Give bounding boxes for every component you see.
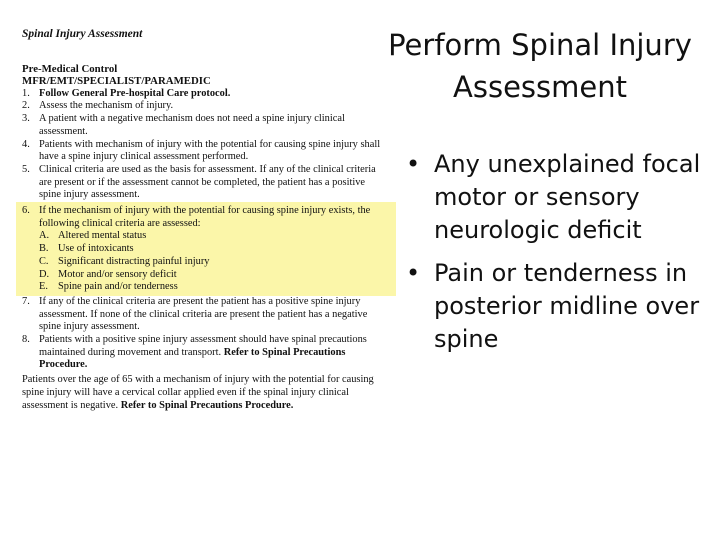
criteria-letter: E. [39, 281, 48, 293]
criteria-item [22, 269, 388, 282]
item-number: 2. [22, 100, 30, 112]
protocol-item [22, 139, 388, 164]
criteria-item [22, 243, 388, 256]
protocol-title: Spinal Injury Assessment [22, 28, 143, 40]
procedure-reference: Refer to Spinal Precautions Procedure. [39, 346, 346, 371]
criteria-item [22, 230, 388, 243]
criteria-text: Spine pain and/or tenderness [58, 281, 178, 293]
section-heading-pre-medical-control: Pre-Medical Control [22, 62, 118, 75]
bullet-dot-icon: • [406, 259, 421, 287]
item-text: If any of the clinical criteria are present the patient has a positive spine injury assessment. If none of the clinical criteria are present the patient has a negative spine injury assessment. [39, 295, 368, 333]
item-number: 5. [22, 163, 30, 175]
protocol-item [22, 88, 388, 101]
bullet-item [404, 148, 718, 247]
item-text [39, 334, 388, 372]
item-text: Clinical criteria are used as the basis for assessment. If any of the clinical criteria are present or if the assessment cannot be completed, the patient has a positive spine injury assessment. [39, 163, 376, 201]
criteria-letter: C. [39, 255, 49, 267]
item-text: Follow General Pre-hospital Care protocol. [39, 87, 231, 99]
protocol-item [22, 334, 388, 372]
bullet-text: Pain or tenderness in posterior midline over spine [434, 259, 700, 353]
item-text: Patients with mechanism of injury with the potential for causing spine injury shall have a spine injury clinical assessment performed. [39, 138, 381, 163]
criteria-text: Use of intoxicants [58, 243, 134, 255]
slide-title: Perform Spinal Injury Assessment [388, 28, 692, 104]
item-number: 3. [22, 113, 30, 125]
criteria-text: Altered mental status [58, 230, 147, 242]
bullet-list [404, 148, 718, 366]
protocol-item [22, 296, 388, 334]
bullet-item [404, 257, 718, 356]
criteria-letter: B. [39, 243, 49, 255]
protocol-item [22, 205, 388, 230]
bullet-dot-icon: • [406, 150, 421, 178]
footnote-text: Patients over the age of 65 with a mechanism of injury with the potential for causing spine injury will have a cervical collar applied even if the spinal injury clinical assessment is negative. [22, 374, 374, 411]
criteria-letter: D. [39, 268, 50, 280]
item-plain-text: Patients with a positive spine injury assessment should have spinal precautions maintained during movement and transport. [39, 334, 367, 358]
protocol-document [22, 28, 388, 412]
criteria-item [22, 281, 388, 294]
item-text: If the mechanism of injury with the potential for causing spine injury exists, the following clinical criteria are assessed: [39, 205, 371, 229]
criteria-text: Motor and/or sensory deficit [58, 268, 177, 280]
highlighted-criteria-block [16, 202, 396, 296]
bullet-text: Any unexplained focal motor or sensory neurologic deficit [434, 150, 701, 244]
criteria-text: Significant distracting painful injury [58, 255, 210, 267]
item-text: A patient with a negative mechanism does not need a spine injury clinical assessment. [39, 113, 345, 137]
protocol-footnote [22, 374, 388, 412]
section-heading-provider-levels: MFR/EMT/SPECIALIST/PARAMEDIC [22, 75, 211, 88]
item-number: 4. [22, 138, 30, 150]
protocol-item [22, 113, 388, 138]
protocol-item [22, 100, 388, 113]
item-number: 6. [22, 205, 30, 217]
procedure-reference: Refer to Spinal Precautions Procedure. [120, 399, 294, 411]
item-number: 7. [22, 295, 30, 307]
item-number: 1. [22, 87, 30, 99]
protocol-item [22, 164, 388, 202]
item-number: 8. [22, 334, 30, 346]
item-text: Assess the mechanism of injury. [39, 100, 174, 112]
criteria-item [22, 256, 388, 269]
criteria-letter: A. [39, 230, 50, 242]
